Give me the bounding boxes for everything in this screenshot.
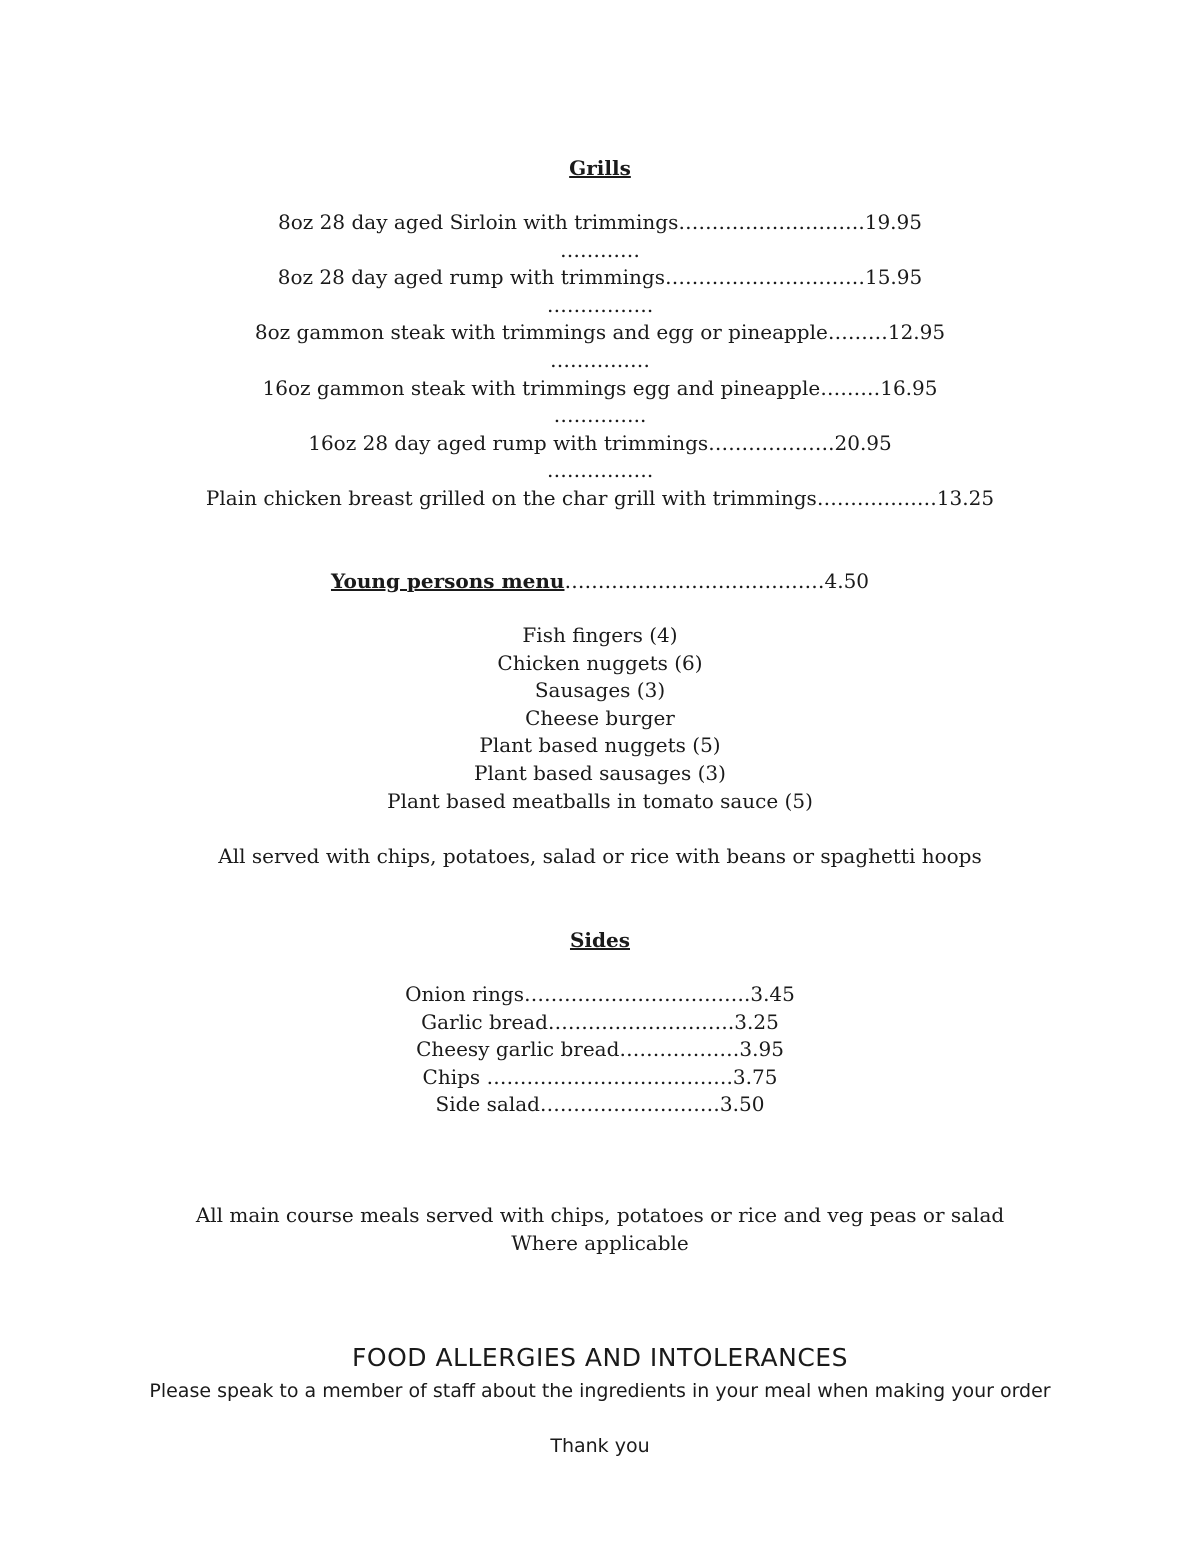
grill-item-rump: 8oz 28 day aged rump with trimmings…………………………15.95 <box>277 265 923 290</box>
list-item: Plant based meatballs in tomato sauce (5) <box>387 788 813 813</box>
sides-heading: Sides <box>569 928 630 952</box>
list-item: Sausages (3) <box>534 678 666 703</box>
grill-item-gammon-16oz: 16oz gammon steak with trimmings egg and pineapple………16.95 <box>262 375 938 400</box>
grill-dots: ……………. <box>546 458 654 483</box>
grills-heading: Grills <box>569 156 631 180</box>
side-item-side-salad: Side salad………………………3.50 <box>435 1092 765 1117</box>
allergy-text: Please speak to a member of staff about the ingredients in your meal when making your order <box>149 1380 1051 1402</box>
side-item-chips: Chips ……………………………….3.75 <box>422 1064 778 1089</box>
grill-item-sirloin: 8oz 28 day aged Sirloin with trimmings……………………….19.95 <box>278 210 922 234</box>
main-course-note <box>0 1202 1200 1257</box>
side-item-garlic-bread: Garlic bread……………………….3.25 <box>421 1009 779 1034</box>
young-menu-list <box>0 622 1200 815</box>
grill-dots: …………… <box>550 347 650 372</box>
young-menu-heading-row <box>0 567 1200 595</box>
grill-dots: ………….. <box>553 403 647 428</box>
main-course-note-line: Where applicable <box>511 1230 689 1255</box>
list-item: Cheese burger <box>525 705 675 730</box>
grill-item-rump-16oz: 16oz 28 day aged rump with trimmings……………….20.95 <box>308 430 892 455</box>
list-item: Plant based sausages (3) <box>474 760 726 785</box>
list-item: Plant based nuggets (5) <box>479 733 721 758</box>
grill-dots: ……………. <box>546 292 654 317</box>
grill-item-chicken-breast: Plain chicken breast grilled on the char grill with trimmings………………13.25 <box>205 485 995 510</box>
side-item-cheesy-garlic-bread: Cheesy garlic bread………………3.95 <box>416 1037 784 1062</box>
allergy-title: FOOD ALLERGIES AND INTOLERANCES <box>352 1343 848 1372</box>
young-menu-price: …………………………………4.50 <box>564 569 870 593</box>
grills-list <box>0 209 1200 513</box>
list-item: Chicken nuggets (6) <box>497 650 703 675</box>
thank-you-text: Thank you <box>550 1435 650 1457</box>
sides-list <box>0 981 1200 1119</box>
list-item: Fish fingers (4) <box>522 623 678 647</box>
side-item-onion-rings: Onion rings…………………………….3.45 <box>405 982 795 1006</box>
grill-item-gammon-8oz: 8oz gammon steak with trimmings and egg or pineapple………12.95 <box>254 320 946 345</box>
main-course-note-line: All main course meals served with chips, potatoes or rice and veg peas or salad <box>195 1203 1005 1227</box>
young-menu-note: All served with chips, potatoes, salad or rice with beans or spaghetti hoops <box>218 844 982 868</box>
grill-dots: ………… <box>560 237 640 262</box>
young-menu-heading: Young persons menu <box>330 569 565 593</box>
